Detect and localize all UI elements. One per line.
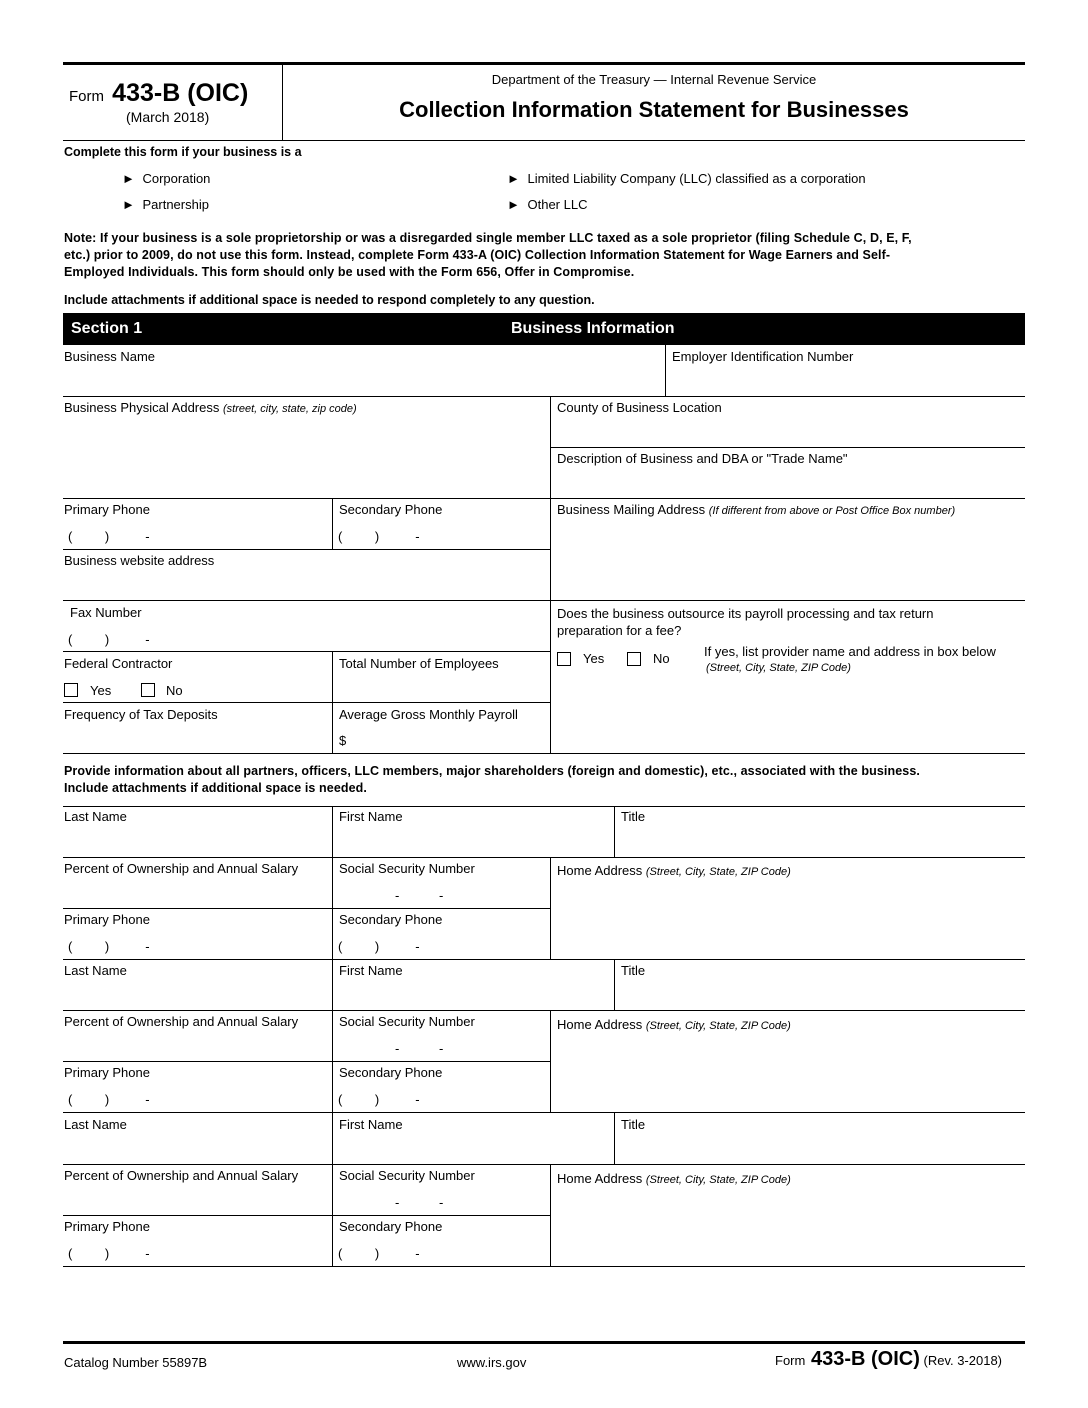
ein-input[interactable]: [672, 366, 1022, 392]
outsource-yes-checkbox[interactable]: [557, 652, 571, 666]
physical-address-label: Business Physical Address (street, city, state, zip code): [64, 400, 357, 415]
type-other-llc: ► Other LLC: [507, 197, 588, 212]
ein-label: Employer Identification Number: [672, 349, 854, 364]
secondary-phone-label: Secondary Phone: [339, 502, 443, 517]
description-input[interactable]: [557, 469, 1022, 495]
form-date: (March 2018): [126, 109, 210, 125]
form-word: Form: [69, 88, 104, 105]
partner3-secondary-phone-input[interactable]: ( ) -: [338, 1246, 420, 1261]
form-title: Collection Information Statement for Businesses: [399, 97, 909, 122]
avg-payroll-label: Average Gross Monthly Payroll: [339, 707, 518, 722]
mailing-address-input[interactable]: [557, 520, 1022, 597]
percent-label: Percent of Ownership and Annual Salary: [64, 1014, 299, 1029]
federal-contractor-no-label: No: [166, 683, 183, 698]
top-rule: [63, 62, 1025, 65]
footer-rule: [63, 1341, 1025, 1344]
ssn-label: Social Security Number: [339, 1014, 475, 1029]
partner3-ssn-input[interactable]: - -: [395, 1195, 444, 1210]
tax-deposits-label: Frequency of Tax Deposits: [64, 707, 218, 722]
home-address-label: Home Address (Street, City, State, ZIP Code): [557, 863, 791, 878]
percent-label: Percent of Ownership and Annual Salary: [64, 861, 299, 876]
partner2-ssn-input[interactable]: - -: [395, 1041, 444, 1056]
home-address-label: Home Address (Street, City, State, ZIP Code): [557, 1171, 791, 1186]
partner1-ssn-input[interactable]: - -: [395, 888, 444, 903]
partner3-percent-input[interactable]: [64, 1186, 329, 1212]
federal-contractor-no-checkbox[interactable]: [141, 683, 155, 697]
federal-contractor-yes-label: Yes: [90, 683, 112, 698]
description-label: Description of Business and DBA or "Trade Name": [557, 451, 848, 466]
primary-phone-label: Primary Phone: [64, 1065, 150, 1080]
outsource-question: Does the business outsource its payroll processing and tax return preparation for a fee?: [557, 606, 934, 638]
partner2-first-name-input[interactable]: [339, 981, 611, 1007]
type-llc-corporation: ► Limited Liability Company (LLC) classified as a corporation: [507, 171, 866, 186]
header-bottom-rule: [63, 140, 1025, 141]
federal-contractor-label: Federal Contractor: [64, 656, 173, 671]
footer-rev: (Rev. 3-2018): [923, 1353, 1003, 1368]
title-label: Title: [621, 809, 646, 824]
county-label: County of Business Location: [557, 400, 722, 415]
partner2-home-address-input[interactable]: [557, 1035, 1022, 1109]
partner3-title-input[interactable]: [621, 1135, 1022, 1161]
form-id: [69, 78, 248, 112]
first-name-label: First Name: [339, 963, 403, 978]
ssn-label: Social Security Number: [339, 861, 475, 876]
primary-phone-label: Primary Phone: [64, 1219, 150, 1234]
partner2-percent-input[interactable]: [64, 1032, 329, 1058]
home-address-label: Home Address (Street, City, State, ZIP Code): [557, 1017, 791, 1032]
complete-if-text: Complete this form if your business is a: [64, 145, 302, 159]
partner1-percent-input[interactable]: [64, 879, 329, 905]
outsource-no-checkbox[interactable]: [627, 652, 641, 666]
if-yes-hint: (Street, City, State, ZIP Code): [706, 662, 851, 674]
primary-phone-label: Primary Phone: [64, 502, 150, 517]
partner1-title-input[interactable]: [621, 827, 1022, 853]
footer-form-word: Form: [775, 1353, 806, 1368]
provider-address-input[interactable]: [557, 677, 1022, 749]
partner3-last-name-input[interactable]: [64, 1135, 329, 1161]
partner3-home-address-input[interactable]: [557, 1189, 1022, 1263]
partner1-secondary-phone-input[interactable]: ( ) -: [338, 939, 420, 954]
secondary-phone-label: Secondary Phone: [339, 1219, 443, 1234]
fax-label: Fax Number: [70, 605, 142, 620]
tax-deposits-input[interactable]: [64, 725, 329, 751]
partner2-last-name-input[interactable]: [64, 981, 329, 1007]
irs-website: www.irs.gov: [457, 1355, 527, 1370]
percent-label: Percent of Ownership and Annual Salary: [64, 1168, 299, 1183]
mailing-address-label: Business Mailing Address (If different from above or Post Office Box number): [557, 502, 956, 517]
first-name-label: First Name: [339, 1117, 403, 1132]
partner1-last-name-input[interactable]: [64, 827, 329, 853]
outsource-yes-label: Yes: [583, 651, 605, 666]
footer-form-id: [775, 1346, 1002, 1374]
physical-address-input[interactable]: [64, 418, 546, 494]
federal-contractor-yes-checkbox[interactable]: [64, 683, 78, 697]
total-employees-input[interactable]: [339, 674, 547, 700]
primary-phone-label: Primary Phone: [64, 912, 150, 927]
section1-number: Section 1: [71, 320, 143, 337]
footer-form-number: 433-B (OIC): [810, 1348, 920, 1370]
business-name-input[interactable]: [64, 366, 662, 392]
partner2-primary-phone-input[interactable]: ( ) -: [68, 1092, 150, 1107]
partner1-first-name-input[interactable]: [339, 827, 611, 853]
last-name-label: Last Name: [64, 1117, 127, 1132]
partner2-title-input[interactable]: [621, 981, 1022, 1007]
dollar-sign: $: [339, 733, 347, 748]
type-partnership: ► Partnership: [122, 197, 209, 212]
agency-name: Department of the Treasury — Internal Revenue Service: [491, 72, 817, 87]
first-name-label: First Name: [339, 809, 403, 824]
sole-proprietor-note: Note: If your business is a sole proprietorship or was a disregarded single member LLC taxed as a sole proprietor (filing Schedule C, D, E, F, etc.) prior to 2009, do not use this form. Instead, complete Form 433-A (OIC) Collection Information Statement for Wage Earners and Self- Employed Individuals. This form should only be used with the Form 656, Offer in Compromise.: [64, 231, 912, 279]
form-number: 433-B (OIC): [112, 79, 249, 107]
section1-header: [63, 313, 1025, 345]
partner1-home-address-input[interactable]: [557, 881, 1022, 956]
if-yes-label: If yes, list provider name and address in box below: [704, 644, 996, 659]
type-corporation: ► Corporation: [122, 171, 211, 186]
total-employees-label: Total Number of Employees: [339, 656, 499, 671]
county-input[interactable]: [557, 418, 1022, 444]
last-name-label: Last Name: [64, 809, 127, 824]
section1-title: Business Information: [511, 320, 675, 337]
ssn-label: Social Security Number: [339, 1168, 475, 1183]
avg-payroll-input[interactable]: [350, 728, 546, 752]
title-label: Title: [621, 963, 646, 978]
partners-intro: Provide information about all partners, officers, LLC members, major shareholders (foreign and domestic), etc., associated with the business. Include attachments if additional space is needed.: [64, 764, 920, 795]
attachments-note: Include attachments if additional space is needed to respond completely to any question.: [64, 293, 595, 307]
website-label: Business website address: [64, 553, 215, 568]
fax-input[interactable]: ( ) -: [68, 632, 150, 647]
secondary-phone-label: Secondary Phone: [339, 912, 443, 927]
secondary-phone-input[interactable]: ( ) -: [338, 529, 420, 544]
secondary-phone-label: Secondary Phone: [339, 1065, 443, 1080]
outsource-no-label: No: [653, 651, 670, 666]
partner2-secondary-phone-input[interactable]: ( ) -: [338, 1092, 420, 1107]
catalog-number: Catalog Number 55897B: [64, 1355, 208, 1370]
website-input[interactable]: [64, 571, 546, 597]
last-name-label: Last Name: [64, 963, 127, 978]
partner3-first-name-input[interactable]: [339, 1135, 611, 1161]
partner1-primary-phone-input[interactable]: ( ) -: [68, 939, 150, 954]
primary-phone-input[interactable]: ( ) -: [68, 529, 150, 544]
partner3-primary-phone-input[interactable]: ( ) -: [68, 1246, 150, 1261]
title-label: Title: [621, 1117, 646, 1132]
business-name-label: Business Name: [64, 349, 156, 364]
